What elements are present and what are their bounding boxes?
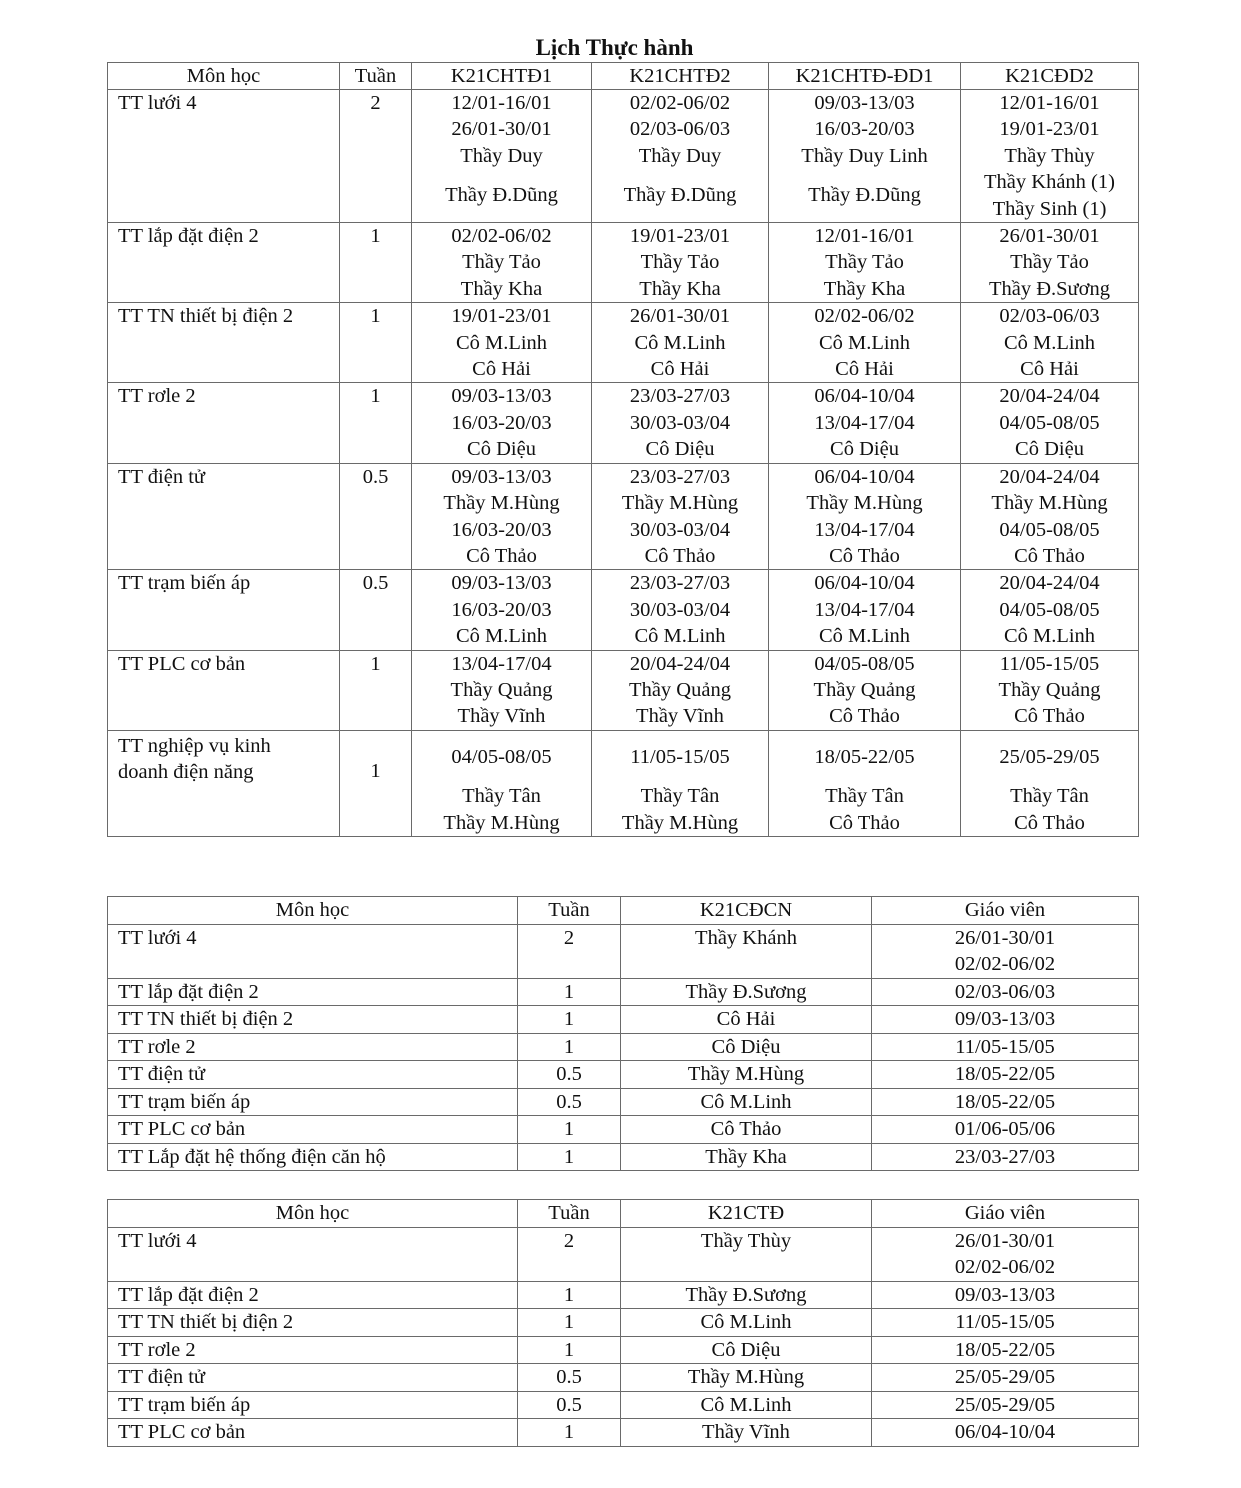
header-teacher: Giáo viên bbox=[872, 897, 1139, 925]
date-cell bbox=[872, 1364, 1139, 1392]
subject-cell: TT PLC cơ bản bbox=[108, 1116, 518, 1144]
teacher-name: Cô Hải bbox=[1020, 358, 1079, 381]
teacher-cell: Cô M.Linh bbox=[621, 1391, 872, 1419]
schedule-cell bbox=[961, 223, 1139, 303]
header-subject: Môn học bbox=[108, 63, 340, 90]
teacher-name: Thầy Quảng bbox=[629, 678, 731, 701]
date-cell bbox=[872, 1281, 1139, 1309]
table-row bbox=[108, 383, 1139, 463]
teacher-name: Thầy Tảo bbox=[640, 251, 720, 274]
teacher-cell: Thầy Kha bbox=[621, 1143, 872, 1171]
date-range: 06/04-10/04 bbox=[814, 572, 915, 595]
schedule-cell bbox=[412, 650, 592, 730]
weeks-cell: 2 bbox=[518, 924, 621, 978]
teacher-cell: Thầy M.Hùng bbox=[621, 1364, 872, 1392]
date-range: 19/01-23/01 bbox=[629, 225, 731, 248]
subject-cell: TT TN thiết bị điện 2 bbox=[108, 1309, 518, 1337]
date-range: 18/05-22/05 bbox=[954, 1063, 1056, 1085]
teacher-name: Cô M.Linh bbox=[818, 625, 911, 648]
date-range: 02/03-06/03 bbox=[954, 980, 1056, 1003]
date-range: 06/04-10/04 bbox=[814, 465, 915, 488]
subject-cell: TT lưới 4 bbox=[108, 924, 518, 978]
date-range: 04/05-08/05 bbox=[999, 518, 1100, 541]
schedule-table-main bbox=[107, 62, 1139, 837]
date-range: 04/05-08/05 bbox=[814, 652, 915, 675]
teacher-name: Thầy Quảng bbox=[813, 678, 916, 701]
schedule-cell bbox=[961, 570, 1139, 650]
date-range: 20/04-24/04 bbox=[999, 385, 1100, 408]
date-range: 04/05-08/05 bbox=[451, 745, 552, 768]
teacher-name: Cô Thảo bbox=[644, 544, 716, 567]
weeks-cell: 1 bbox=[518, 1006, 621, 1034]
weeks-cell: 1 bbox=[518, 1336, 621, 1364]
header-class-1: K21CHTĐ1 bbox=[412, 63, 592, 90]
date-range: 23/03-27/03 bbox=[629, 465, 731, 488]
schedule-cell bbox=[961, 303, 1139, 383]
schedule-cell bbox=[412, 730, 592, 836]
subject-cell: TT lắp đặt điện 2 bbox=[108, 978, 518, 1006]
schedule-cell bbox=[592, 463, 769, 570]
table-row bbox=[108, 1227, 1139, 1281]
teacher-name: Cô Hải bbox=[472, 358, 531, 381]
weeks-cell: 0.5 bbox=[518, 1391, 621, 1419]
date-range: 25/05-29/05 bbox=[954, 1366, 1056, 1388]
date-cell bbox=[872, 1336, 1139, 1364]
teacher-name: Cô Thảo bbox=[1014, 811, 1085, 834]
schedule-cell bbox=[769, 90, 961, 223]
teacher-name: Cô Diệu bbox=[645, 438, 715, 461]
date-cell bbox=[872, 978, 1139, 1006]
date-cell bbox=[872, 1309, 1139, 1337]
schedule-cell bbox=[769, 570, 961, 650]
schedule-table-k21ctd bbox=[107, 1199, 1139, 1447]
schedule-cell bbox=[592, 383, 769, 463]
date-range: 19/01-23/01 bbox=[451, 305, 552, 328]
date-range: 02/02-06/02 bbox=[954, 953, 1056, 975]
date-range: 12/01-16/01 bbox=[814, 225, 915, 248]
table-row bbox=[108, 463, 1139, 570]
teacher-name: Thầy Duy bbox=[638, 144, 722, 167]
table-row bbox=[108, 1143, 1139, 1171]
weeks-cell: 1 bbox=[518, 1309, 621, 1337]
table-row bbox=[108, 223, 1139, 303]
date-range: 06/04-10/04 bbox=[814, 385, 915, 408]
subject-cell bbox=[108, 650, 340, 730]
subject-cell bbox=[108, 223, 340, 303]
subject-cell: TT điện tử bbox=[108, 1061, 518, 1089]
teacher-cell: Thầy Đ.Sương bbox=[621, 978, 872, 1006]
date-cell bbox=[872, 1061, 1139, 1089]
subject-name: TT PLC cơ bản bbox=[118, 652, 246, 675]
schedule-cell bbox=[961, 383, 1139, 463]
teacher-name: Thầy Duy bbox=[460, 144, 543, 167]
table-row bbox=[108, 1088, 1139, 1116]
date-range: 19/01-23/01 bbox=[999, 118, 1100, 141]
teacher-name: Thầy M.Hùng bbox=[621, 492, 739, 515]
table-row bbox=[108, 1281, 1139, 1309]
schedule-cell bbox=[769, 730, 961, 836]
date-range: 25/05-29/05 bbox=[999, 745, 1100, 768]
date-range: 11/05-15/05 bbox=[999, 652, 1100, 675]
subject-cell: TT lắp đặt điện 2 bbox=[108, 1281, 518, 1309]
schedule-cell bbox=[412, 303, 592, 383]
schedule-cell bbox=[769, 223, 961, 303]
subject-name: TT nghiệp vụ kinh bbox=[118, 734, 271, 757]
subject-cell: TT trạm biến áp bbox=[108, 1088, 518, 1116]
subject-name: TT lưới 4 bbox=[118, 92, 197, 114]
subject-cell bbox=[108, 303, 340, 383]
subject-cell: TT lưới 4 bbox=[108, 1227, 518, 1281]
teacher-name: Cô M.Linh bbox=[634, 625, 726, 648]
date-cell bbox=[872, 1419, 1139, 1447]
date-range: 16/03-20/03 bbox=[451, 598, 552, 621]
teacher-cell: Cô Diệu bbox=[621, 1336, 872, 1364]
subject-cell bbox=[108, 383, 340, 463]
date-range: 20/04-24/04 bbox=[999, 572, 1100, 595]
teacher-name: Thầy Kha bbox=[460, 277, 543, 300]
date-range: 16/03-20/03 bbox=[451, 411, 552, 434]
teacher-name: Thầy Vĩnh bbox=[636, 705, 724, 728]
teacher-name: Cô Diệu bbox=[1015, 438, 1084, 461]
schedule-cell bbox=[412, 383, 592, 463]
teacher-cell: Cô Diệu bbox=[621, 1033, 872, 1061]
schedule-cell bbox=[592, 730, 769, 836]
teacher-name: Thầy M.Hùng bbox=[806, 492, 923, 515]
table-header-row bbox=[108, 897, 1139, 925]
subject-name: TT điện tử bbox=[118, 465, 206, 488]
schedule-cell bbox=[412, 90, 592, 223]
teacher-name: Thầy Kha bbox=[823, 277, 906, 300]
teacher-cell: Thầy Vĩnh bbox=[621, 1419, 872, 1447]
teacher-name: Cô M.Linh bbox=[1003, 625, 1096, 648]
date-range: 12/01-16/01 bbox=[451, 92, 552, 114]
teacher-name: Thầy Tân bbox=[1010, 785, 1089, 808]
teacher-name: Thầy Khánh (1) bbox=[984, 171, 1115, 194]
date-range: 09/03-13/03 bbox=[451, 385, 552, 408]
date-range: 11/05-15/05 bbox=[955, 1311, 1055, 1333]
date-range: 23/03-27/03 bbox=[629, 572, 731, 595]
date-range: 02/03-06/03 bbox=[629, 118, 731, 141]
teacher-cell: Thầy M.Hùng bbox=[621, 1061, 872, 1089]
date-range: 01/06-05/06 bbox=[954, 1118, 1056, 1140]
schedule-cell bbox=[412, 223, 592, 303]
table-row bbox=[108, 1033, 1139, 1061]
schedule-cell bbox=[769, 463, 961, 570]
schedule-cell bbox=[961, 730, 1139, 836]
table-row bbox=[108, 978, 1139, 1006]
header-class-4: K21CĐD2 bbox=[961, 63, 1139, 90]
header-weeks: Tuần bbox=[518, 1200, 621, 1228]
schedule-cell bbox=[961, 90, 1139, 223]
teacher-name: Thầy Tảo bbox=[462, 251, 541, 274]
date-range: 16/03-20/03 bbox=[451, 518, 552, 541]
table-row bbox=[108, 1309, 1139, 1337]
weeks-cell: 0.5 bbox=[340, 463, 412, 570]
date-range: 20/04-24/04 bbox=[999, 465, 1100, 488]
date-range: 13/04-17/04 bbox=[814, 598, 915, 621]
table-row bbox=[108, 1336, 1139, 1364]
date-range: 09/03-13/03 bbox=[954, 1283, 1056, 1306]
weeks-cell: 1 bbox=[340, 223, 412, 303]
date-range: 09/03-13/03 bbox=[451, 572, 552, 595]
teacher-name: Thầy Tân bbox=[462, 785, 541, 808]
teacher-cell: Cô Hải bbox=[621, 1006, 872, 1034]
date-range: 09/03-13/03 bbox=[451, 465, 552, 488]
subject-name: TT rơle 2 bbox=[118, 385, 196, 408]
teacher-name: Cô Thảo bbox=[1014, 705, 1085, 728]
teacher-name: Cô Thảo bbox=[829, 544, 900, 567]
schedule-cell bbox=[769, 650, 961, 730]
subject-cell: TT trạm biến áp bbox=[108, 1391, 518, 1419]
schedule-table-k21cdcn bbox=[107, 896, 1139, 1171]
date-range: 30/03-03/04 bbox=[629, 598, 731, 621]
header-weeks: Tuần bbox=[518, 897, 621, 925]
table-row bbox=[108, 1006, 1139, 1034]
date-range: 26/01-30/01 bbox=[954, 1229, 1056, 1252]
date-range: 04/05-08/05 bbox=[999, 411, 1100, 434]
weeks-cell: 1 bbox=[518, 1116, 621, 1144]
teacher-name: Thầy Đ.Dũng bbox=[808, 184, 921, 207]
schedule-cell bbox=[412, 463, 592, 570]
header-class-2: K21CHTĐ2 bbox=[592, 63, 769, 90]
subject-name: TT lắp đặt điện 2 bbox=[118, 225, 259, 248]
teacher-name: Thầy Kha bbox=[639, 277, 721, 300]
header-class-3: K21CHTĐ-ĐD1 bbox=[769, 63, 961, 90]
date-range: 09/03-13/03 bbox=[814, 92, 915, 114]
date-range: 13/04-17/04 bbox=[451, 652, 552, 675]
date-range: 06/04-10/04 bbox=[954, 1421, 1056, 1443]
teacher-name: Thầy Sinh (1) bbox=[992, 197, 1107, 220]
weeks-cell: 1 bbox=[518, 1281, 621, 1309]
header-teacher: Giáo viên bbox=[872, 1200, 1139, 1228]
header-class: K21CĐCN bbox=[621, 897, 872, 925]
date-range: 02/02-06/02 bbox=[451, 225, 552, 248]
table-header-row bbox=[108, 1200, 1139, 1228]
weeks-cell: 0.5 bbox=[518, 1364, 621, 1392]
schedule-cell bbox=[592, 90, 769, 223]
schedule-cell bbox=[961, 463, 1139, 570]
schedule-cell bbox=[592, 223, 769, 303]
table-row bbox=[108, 1391, 1139, 1419]
teacher-name: Thầy M.Hùng bbox=[621, 811, 739, 834]
weeks-cell: 2 bbox=[340, 90, 412, 223]
teacher-name: Cô Diệu bbox=[830, 438, 899, 461]
date-range: 04/05-08/05 bbox=[999, 598, 1100, 621]
date-range: 26/01-30/01 bbox=[999, 225, 1100, 248]
subject-cell: TT rơle 2 bbox=[108, 1033, 518, 1061]
teacher-name: Cô M.Linh bbox=[1003, 331, 1096, 354]
table-row bbox=[108, 1061, 1139, 1089]
weeks-cell: 1 bbox=[340, 730, 412, 836]
subject-cell bbox=[108, 730, 340, 836]
subject-cell: TT PLC cơ bản bbox=[108, 1419, 518, 1447]
weeks-cell: 1 bbox=[518, 1143, 621, 1171]
weeks-cell: 0.5 bbox=[340, 570, 412, 650]
weeks-cell: 2 bbox=[518, 1227, 621, 1281]
teacher-name: Thầy Tảo bbox=[1010, 251, 1089, 274]
weeks-cell: 1 bbox=[340, 650, 412, 730]
date-range: 11/05-15/05 bbox=[955, 1035, 1055, 1058]
table-row bbox=[108, 1419, 1139, 1447]
teacher-cell: Thầy Thùy bbox=[621, 1227, 872, 1281]
teacher-name: Thầy Vĩnh bbox=[457, 705, 546, 728]
header-class: K21CTĐ bbox=[621, 1200, 872, 1228]
date-range: 02/02-06/02 bbox=[629, 92, 731, 114]
date-cell bbox=[872, 1116, 1139, 1144]
date-range: 18/05-22/05 bbox=[954, 1338, 1056, 1361]
teacher-cell: Thầy Khánh bbox=[621, 924, 872, 978]
table-header-row bbox=[108, 63, 1139, 90]
teacher-name: Cô Thảo bbox=[829, 705, 900, 728]
date-range: 26/01-30/01 bbox=[954, 926, 1056, 949]
date-range: 30/03-03/04 bbox=[629, 411, 731, 434]
weeks-cell: 0.5 bbox=[518, 1061, 621, 1089]
schedule-cell bbox=[412, 570, 592, 650]
weeks-cell: 1 bbox=[340, 383, 412, 463]
table-row bbox=[108, 924, 1139, 978]
teacher-cell: Cô Thảo bbox=[621, 1116, 872, 1144]
weeks-cell: 1 bbox=[518, 978, 621, 1006]
teacher-name: Thầy Tân bbox=[640, 785, 720, 808]
table-row bbox=[108, 730, 1139, 836]
teacher-name: Cô M.Linh bbox=[634, 331, 726, 354]
subject-cell: TT điện tử bbox=[108, 1364, 518, 1392]
table-row bbox=[108, 650, 1139, 730]
weeks-cell: 1 bbox=[518, 1033, 621, 1061]
table-row bbox=[108, 303, 1139, 383]
teacher-name: Thầy Tân bbox=[825, 785, 904, 808]
subject-cell: TT TN thiết bị điện 2 bbox=[108, 1006, 518, 1034]
date-cell bbox=[872, 1006, 1139, 1034]
date-range: 26/01-30/01 bbox=[629, 305, 731, 328]
table-row bbox=[108, 570, 1139, 650]
schedule-cell bbox=[592, 303, 769, 383]
date-range: 30/03-03/04 bbox=[629, 518, 731, 541]
teacher-cell: Cô M.Linh bbox=[621, 1088, 872, 1116]
weeks-cell: 1 bbox=[340, 303, 412, 383]
subject-cell bbox=[108, 463, 340, 570]
date-range: 02/02-06/02 bbox=[814, 305, 915, 328]
teacher-name: Cô Thảo bbox=[1014, 544, 1085, 567]
teacher-name: Thầy Đ.Sương bbox=[988, 277, 1111, 300]
teacher-name: Thầy Duy Linh bbox=[801, 144, 928, 167]
date-range: 13/04-17/04 bbox=[814, 518, 915, 541]
teacher-cell: Thầy Đ.Sương bbox=[621, 1281, 872, 1309]
date-range: 18/05-22/05 bbox=[954, 1090, 1056, 1113]
date-range: 16/03-20/03 bbox=[814, 118, 915, 141]
subject-cell: TT rơle 2 bbox=[108, 1336, 518, 1364]
teacher-cell: Cô M.Linh bbox=[621, 1309, 872, 1337]
teacher-name: Cô Diệu bbox=[467, 438, 536, 461]
date-range: 13/04-17/04 bbox=[814, 411, 915, 434]
header-weeks: Tuần bbox=[340, 63, 412, 90]
teacher-name: Cô Hải bbox=[835, 358, 894, 381]
schedule-cell bbox=[592, 570, 769, 650]
teacher-name: Cô M.Linh bbox=[818, 331, 911, 354]
date-range: 11/05-15/05 bbox=[630, 745, 730, 768]
teacher-name: Cô Hải bbox=[650, 358, 710, 381]
date-range: 26/01-30/01 bbox=[451, 118, 552, 141]
date-range: 02/03-06/03 bbox=[999, 305, 1100, 328]
subject-cell: TT Lắp đặt hệ thống điện căn hộ bbox=[108, 1143, 518, 1171]
teacher-name: Thầy Quảng bbox=[450, 678, 553, 701]
date-range: 09/03-13/03 bbox=[954, 1008, 1056, 1030]
weeks-cell: 1 bbox=[518, 1419, 621, 1447]
date-cell bbox=[872, 1227, 1139, 1281]
subject-name: doanh điện năng bbox=[118, 761, 254, 784]
subject-name: TT TN thiết bị điện 2 bbox=[118, 305, 294, 328]
header-subject: Môn học bbox=[108, 897, 518, 925]
teacher-name: Thầy Tảo bbox=[825, 251, 904, 274]
date-range: 18/05-22/05 bbox=[814, 745, 915, 768]
date-cell bbox=[872, 1033, 1139, 1061]
teacher-name: Cô M.Linh bbox=[455, 331, 548, 354]
table-row bbox=[108, 1116, 1139, 1144]
date-range: 23/03-27/03 bbox=[954, 1145, 1056, 1168]
teacher-name: Cô Thảo bbox=[466, 544, 537, 567]
teacher-name: Thầy Đ.Dũng bbox=[623, 184, 737, 207]
teacher-name: Thầy M.Hùng bbox=[991, 492, 1108, 515]
date-cell bbox=[872, 1391, 1139, 1419]
teacher-name: Cô M.Linh bbox=[455, 625, 548, 648]
page-title: Lịch Thực hành bbox=[535, 35, 694, 60]
schedule-cell bbox=[592, 650, 769, 730]
header-subject: Môn học bbox=[108, 1200, 518, 1228]
weeks-cell: 0.5 bbox=[518, 1088, 621, 1116]
date-range: 25/05-29/05 bbox=[954, 1393, 1056, 1416]
date-cell bbox=[872, 1088, 1139, 1116]
subject-name: TT trạm biến áp bbox=[118, 572, 251, 595]
date-range: 23/03-27/03 bbox=[629, 385, 731, 408]
table-row bbox=[108, 90, 1139, 223]
date-cell bbox=[872, 1143, 1139, 1171]
teacher-name: Cô Thảo bbox=[829, 811, 900, 834]
teacher-name: Thầy Quảng bbox=[998, 678, 1101, 701]
table-row bbox=[108, 1364, 1139, 1392]
teacher-name: Thầy Đ.Dũng bbox=[445, 184, 558, 207]
schedule-cell bbox=[769, 383, 961, 463]
subject-cell bbox=[108, 90, 340, 223]
teacher-name: Thầy M.Hùng bbox=[443, 811, 560, 834]
subject-cell bbox=[108, 570, 340, 650]
schedule-cell bbox=[961, 650, 1139, 730]
date-cell bbox=[872, 924, 1139, 978]
teacher-name: Thầy Thùy bbox=[1004, 144, 1095, 167]
date-range: 02/02-06/02 bbox=[954, 1256, 1056, 1278]
teacher-name: Thầy M.Hùng bbox=[443, 492, 560, 515]
schedule-cell bbox=[769, 303, 961, 383]
date-range: 12/01-16/01 bbox=[999, 92, 1100, 114]
date-range: 20/04-24/04 bbox=[629, 652, 731, 675]
